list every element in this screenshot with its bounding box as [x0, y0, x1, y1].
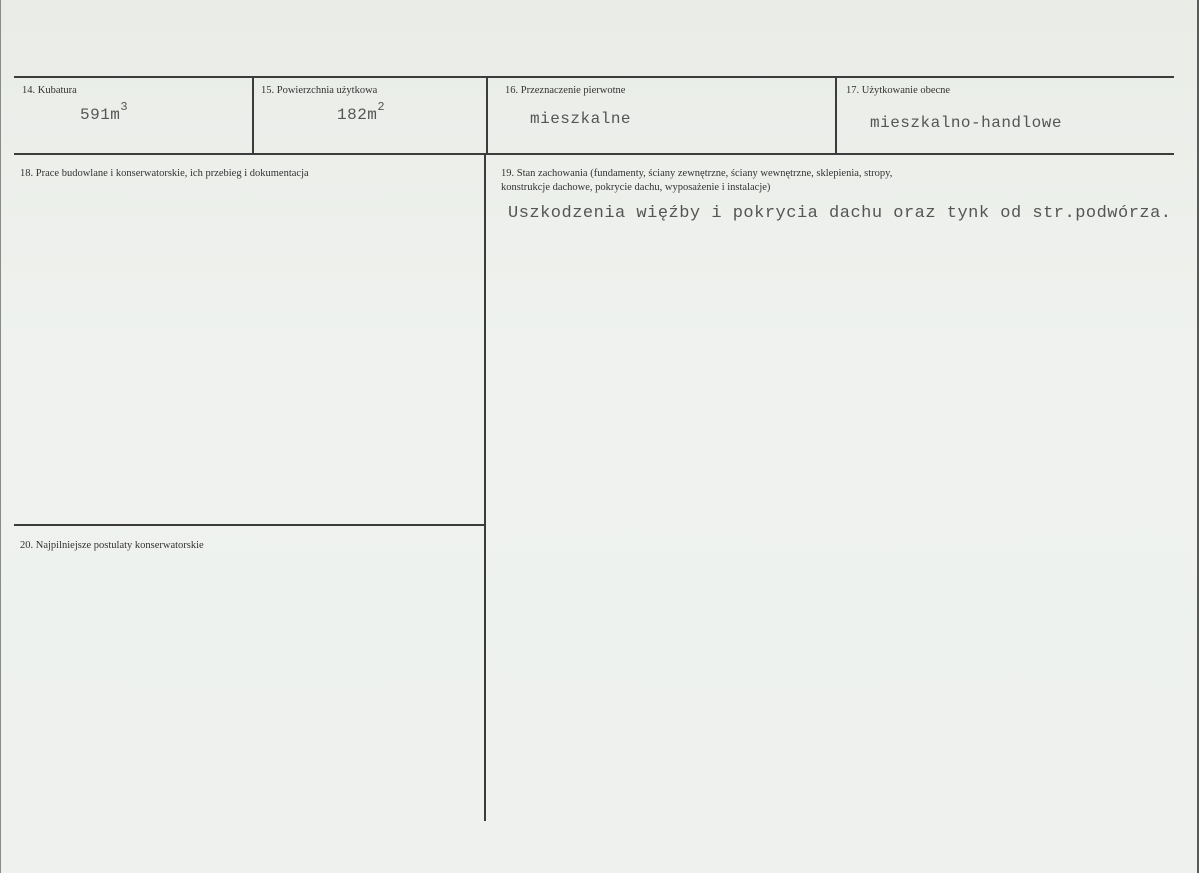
field-16-label: 16. Przeznaczenie pierwotne	[505, 85, 626, 96]
field-19-label-line1: 19. Stan zachowania (fundamenty, ściany zewnętrzne, ściany wewnętrzne, sklepienia, stropy,	[501, 168, 893, 179]
field-14-value	[80, 100, 129, 124]
field-14-label: 14. Kubatura	[22, 85, 77, 96]
divider-16-17	[835, 76, 837, 154]
divider-14-15	[252, 76, 254, 154]
field-19-value: Uszkodzenia więźby i pokrycia dachu oraz tynk od str.podwórza.	[508, 204, 1172, 223]
main-column-divider	[484, 153, 486, 821]
field-15-label: 15. Powierzchnia użytkowa	[261, 85, 378, 96]
section-20-rule	[14, 524, 484, 526]
field-20-label: 20. Najpilniejsze postulaty konserwatorskie	[20, 540, 204, 551]
row-divider-rule	[14, 153, 1174, 155]
field-17-value: mieszkalno-handlowe	[870, 114, 1062, 132]
field-17-label: 17. Użytkowanie obecne	[846, 85, 951, 96]
top-rule	[14, 76, 1174, 78]
field-16-value: mieszkalne	[530, 110, 632, 128]
divider-15-16	[486, 76, 488, 154]
field-15-value	[337, 100, 386, 124]
card-left-edge	[0, 0, 1, 873]
area-exponent: 2	[377, 100, 386, 114]
area-number: 182m	[337, 106, 378, 124]
kubatura-exponent: 3	[120, 100, 129, 114]
kubatura-number: 591m	[80, 106, 121, 124]
field-18-label: 18. Prace budowlane i konserwatorskie, ich przebieg i dokumentacja	[20, 168, 309, 179]
field-19-label-line2: konstrukcje dachowe, pokrycie dachu, wyposażenie i instalacje)	[501, 182, 771, 193]
